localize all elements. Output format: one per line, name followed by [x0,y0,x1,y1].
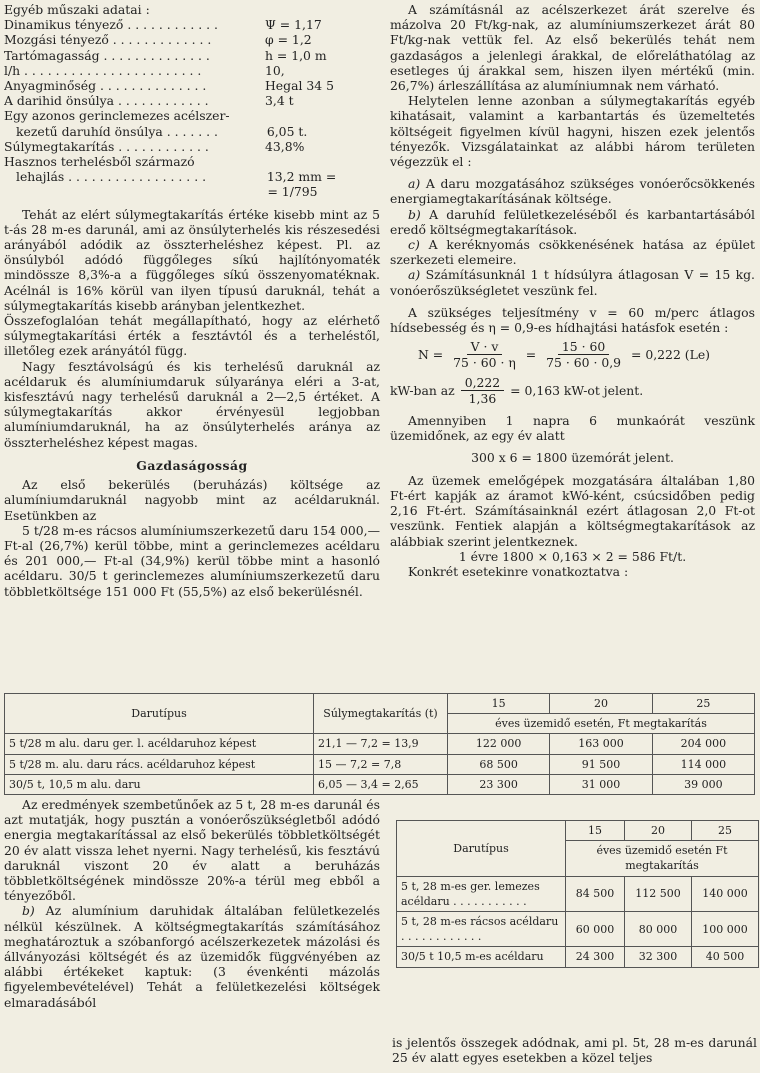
table-cell: 39 000 [652,774,754,794]
table-cell: 23 300 [448,774,550,794]
spec-row [4,32,380,47]
spec-value: φ = 1,2 [265,32,312,48]
spec-label: Tartómagasság . . . . . . . . . . . . . . [4,47,210,63]
table-cell: 40 500 [692,947,759,967]
column-subheader: éves üzemidő esetén Ft megtakarítás [566,841,759,876]
list-item [4,903,380,1009]
spec-label: kezetű daruhíd önsúlya . . . . . . . [16,123,218,139]
table-cell: 32 300 [625,947,692,967]
spec-value: h = 1,0 m [265,47,327,63]
right-column [390,2,755,579]
spec-value [265,154,380,169]
spec-row [4,17,380,32]
formula-power [390,339,755,370]
equation-line: 300 x 6 = 1800 üzemórát jelent. [471,450,674,466]
fraction [542,339,625,370]
numerator: 0,222 [461,375,504,391]
numerator: V · v [467,339,503,355]
column-header: 25 [692,821,759,841]
table-cell: 24 300 [566,947,625,967]
table-cell: 91 500 [550,754,652,774]
table-cell: 122 000 [448,734,550,754]
spec-list [4,17,380,199]
spec-label: Anyagminőség . . . . . . . . . . . . . . [4,78,207,94]
list-item [390,237,755,267]
formula-rhs: = 0,222 (Le) [631,347,710,363]
spec-label: lehajlás . . . . . . . . . . . . . . . . . . [16,169,207,185]
spec-value: Hegal 34 5 [265,78,334,94]
paragraph: Tehát az elért súlymegtakarítás értéke kisebb mint az 5 t-ás 28 m-es darunál, ami az önsúlyterhelés kis részesedési arányából adódik az összterheléshez képest. Pl. az önsúlyból adódó függőleges síkú hajlítónyomaték mindössze 8,3%-a a függőleges síkú összenyomatéknak. Acélnál is 16% körül van ilyen típusú daruknál, tehát a súlymegtakarítás kisebb arányban jelentkezhet. [4,206,380,313]
paragraph: Az üzemek emelőgépek mozgatására általában 1,80 Ft-ért kapják az áramot kWó-ként, csúcsidőben pedig 2,16 Ft-ért. Számításainknál ezért átlagosan 2,0 Ft-ot veszünk. Fentiek alapján a költségmegtakarítások az alábbiak szerint jelentkeznek. [390,472,755,549]
table-cell: 163 000 [550,734,652,754]
table-cell: 80 000 [625,912,692,947]
fraction [461,375,504,406]
list-text: A daruhíd felületkezeléséből és karbantartásából eredő költségmegtakarítások. [390,206,755,237]
spec-label: Súlymegtakarítás . . . . . . . . . . . . [4,138,209,154]
table-row [5,774,755,794]
spec-row [4,63,380,78]
list-item [390,207,755,237]
table-header-row [5,694,755,714]
list-item [390,176,755,206]
table-cell: 100 000 [692,912,759,947]
spec-value: 43,8% [265,138,305,154]
spec-label: A darihid önsúlya . . . . . . . . . . . . [4,93,209,109]
denominator: 75 · 60 · 0,9 [546,355,622,371]
equals-sign: = [525,347,537,363]
table-cell: 21,1 — 7,2 = 13,9 [314,734,448,754]
table-cell: 204 000 [652,734,754,754]
column-header: 15 [566,821,625,841]
spec-row [4,139,380,154]
list-text: A daru mozgatásához szükséges vonóerőcsökkenés energiamegtakarításának költsége. [390,176,755,207]
spec-row [4,48,380,63]
formula-rhs: = 0,163 kW-ot jelent. [510,382,644,398]
table-cell: 30/5 t 10,5 m-es acéldaru [397,947,566,967]
column-header: Darutípus [397,821,566,877]
paragraph: is jelentős összegek adódnak, ami pl. 5t, 28 m-es darunál 25 év alatt egyes esetekben a közel teljes [392,1035,757,1066]
list-text: Számításunknál 1 t hídsúlyra átlagosan V = 15 kg. vonóerőszükségletet veszünk fel. [390,267,755,298]
spec-value: 10, [265,62,285,78]
fraction [449,339,520,370]
spec-value: 13,2 mm = [266,169,337,185]
paragraph: Nagy fesztávolságú és kis terhelésű daruknál az acéldaruk és alumíniumdaruk súlyaránya eléri a 3-at, kisfesztávú nagy terhelésű daruknál a 2—2,5 értéket. A súlymegtakarítás akkor érvényesül legjobban alumíniumdaruknál, ha az önsúlyterhelés aránya az összterheléshez képest magas. [4,358,380,450]
table-row [397,912,759,947]
table-cell: 5 t/28 m. alu. daru rács. acéldaruhoz képest [5,754,314,774]
table-header-row [397,821,759,841]
list-marker: b) [22,903,35,919]
bottom-left-text [4,797,380,1010]
paragraph: Amennyiben 1 napra 6 munkaórát veszünk üzemidőnek, az egy év alatt [390,413,755,444]
paragraph: Helytelen lenne azonban a súlymegtakarítás egyéb kihatásait, valamint a karbantartás és üzemeltetés költségeit figyelmen kívül hagyni, hiszen ezek jelentős tényezők. Vizsgálatainkat az alábbi három területen végezzük el : [390,93,755,170]
column-header: 20 [550,694,652,714]
column-header: 20 [625,821,692,841]
paragraph: A szükséges teljesítmény v = 60 m/perc átlagos hídsebesség és η = 0,9-es hídhajtási hatásfok esetén : [390,304,755,336]
table-cell: 5 t, 28 m-es rácsos acéldaru . . . . . . . . . . . . [397,912,566,947]
spec-row [4,124,380,139]
spec-value: Ψ = 1,17 [265,17,322,33]
list-item [390,267,755,297]
table-row [397,947,759,967]
formula-kw [390,375,755,406]
denominator: 1,36 [468,390,497,406]
table-cell: 6,05 — 3,4 = 2,65 [314,774,448,794]
table-cell: 30/5 t, 10,5 m alu. daru [5,774,314,794]
table-cell: 114 000 [652,754,754,774]
spec-label: Mozgási tényező . . . . . . . . . . . . . [4,32,212,48]
column-subheader: éves üzemidő esetén, Ft megtakarítás [448,714,755,734]
spec-label: Egy azonos gerinclemezes acélszer- [4,108,230,124]
paragraph: 5 t/28 m-es rácsos alumíniumszerkezetű daru 154 000,— Ft-al (26,7%) kerül többe, mint a gerinclemezes acéldaru és 201 000,— Ft-al (34,9%) kerül többe mint a hasonló acéldaru. 30/5 t gerinclemezes alumíniumszerkezetű daru többletköltsége 151 000 Ft (55,5%) az első bekerülésnél. [4,522,380,599]
list-text: Az alumínium daruhidak általában felületkezelés nélkül készülnek. A költségmegtakarítás számításához meghatároztuk a szóbanforgó acélszerkezetek mázolási és állványozási költségét és az üzemidők függvényében az alábbi értékeket kaptuk: (3 évenkénti mázolás figyelembevételével) Tehát a felületkezelési költségek elmaradásából [4,903,380,1010]
table-cell: 31 000 [550,774,652,794]
column-header: Darutípus [5,694,314,734]
spec-row [4,184,380,199]
table-cell: 60 000 [566,912,625,947]
list-marker: a) [408,267,421,283]
spec-value: = 1/795 [267,184,318,200]
spec-row [4,154,380,169]
numerator: 15 · 60 [558,339,609,355]
paragraph: Az eredmények szembetűnőek az 5 t, 28 m-es darunál és azt mutatják, hogy pusztán a vonóerőszükségletből adódó energia megtakarítással az első bekerülés többletköltségét 20 év alatt vissza lehet nyerni. Nagy terhelésű, kis fesztávú daruknál viszont 20 év alatt a beruházás többletköltségének mindössze 20%-a térül meg ebből a tényezőből. [4,797,380,904]
spec-value: 3,4 t [265,93,294,109]
spec-row [4,78,380,93]
spec-value [265,108,380,123]
table-cell: 112 500 [625,876,692,911]
bottom-right-text [392,1035,757,1065]
column-header: 15 [448,694,550,714]
spec-row [4,169,380,184]
list-marker: a) [408,176,421,192]
spec-label: l/h . . . . . . . . . . . . . . . . . . . . . . . [4,62,202,78]
spec-label: Hasznos terhelésből származó [4,154,195,170]
table-cell: 15 — 7,2 = 7,8 [314,754,448,774]
column-header: Súlymegtakarítás (t) [314,694,448,734]
left-column [4,2,380,599]
denominator: 75 · 60 · η [453,355,516,371]
savings-table [4,693,755,795]
spec-row [4,108,380,123]
table-row [5,734,755,754]
paragraph: A számításnál az acélszerkezet árát szerelve és mázolva 20 Ft/kg-nak, az alumíniumszerkezet árát 80 Ft/kg-nak vettük fel. Az első bekerülés tehát nem gazdaságos a jelenlegi árakkal, de előreláthatólag az esetleges új árakkal sem, hiszen ilyen mértékű (min. 26,7%) árleszállítása az alumíniumnak nem várható. [390,2,755,94]
paragraph: Konkrét esetekinre vonatkoztatva : [408,563,629,579]
spec-label: Dinamikus tényező . . . . . . . . . . . . [4,17,218,33]
list-marker: b) [408,206,421,222]
table-row [397,876,759,911]
paragraph: Összefoglalóan tehát megállapítható, hogy az elérhető súlymegtakarítási érték a fesztávtól és a terheléstől, illetőleg ezek arányától függ. [4,313,380,359]
list-marker: c) [408,237,420,253]
paragraph: Az első bekerülés (beruházás) költsége az alumíniumdaruknál nagyobb mint az acéldaruknál. Esetünkben az [4,477,380,523]
painting-savings-table [396,820,759,968]
table-cell: 5 t, 28 m-es ger. lemezes acéldaru . . . . . . . . . . . [397,876,566,911]
spec-label [4,184,253,199]
table-cell: 68 500 [448,754,550,774]
column-header: 25 [652,694,754,714]
equation-line: 1 évre 1800 × 0,163 × 2 = 586 Ft/t. [458,548,687,564]
list-text: A keréknyomás csökkenésének hatása az épület szerkezeti elemeire. [390,237,755,268]
spec-value: 6,05 t. [266,123,308,139]
table-cell: 140 000 [692,876,759,911]
spec-title: Egyéb műszaki adatai : [4,2,150,17]
formula-lhs: kW-ban az [390,382,455,398]
formula-lhs: N = [418,347,444,363]
table-row [5,754,755,774]
table-cell: 84 500 [566,876,625,911]
section-heading: Gazdaságosság [136,457,248,473]
table-cell: 5 t/28 m alu. daru ger. l. acéldaruhoz képest [5,734,314,754]
spec-row [4,93,380,108]
